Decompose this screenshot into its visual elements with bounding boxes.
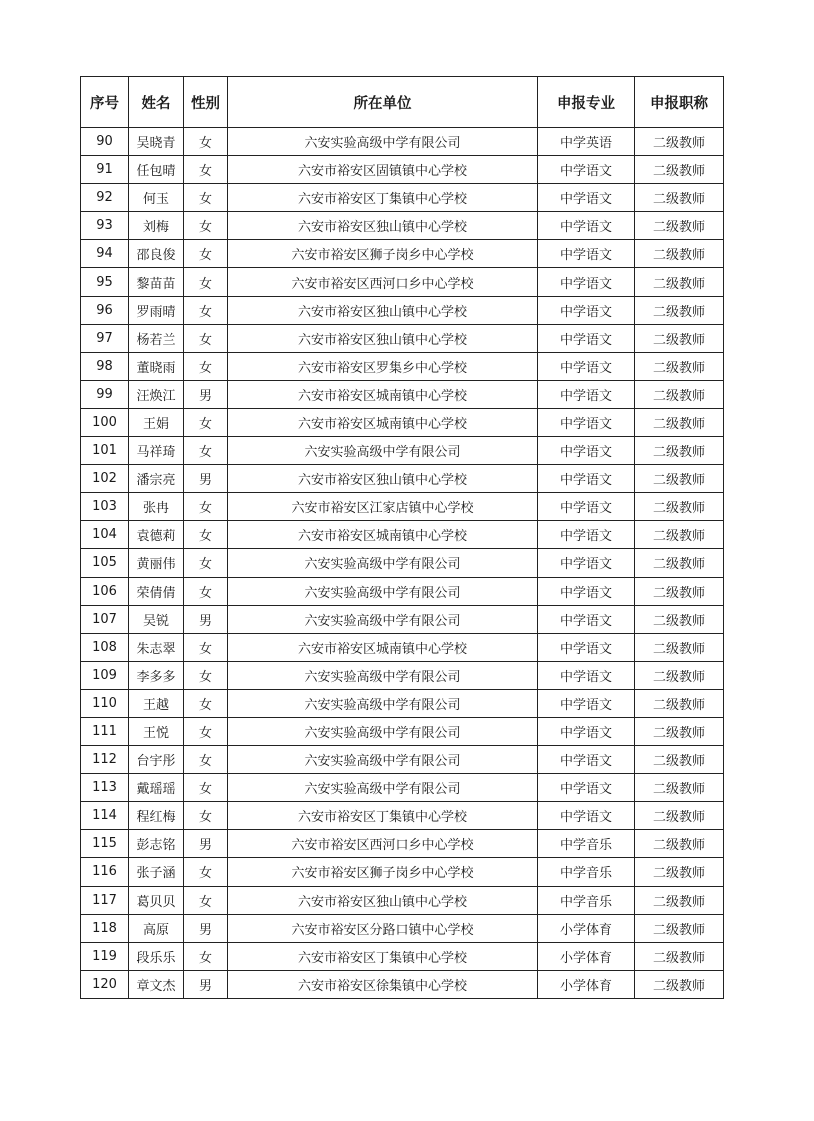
cell-title: 二级教师 [635,661,724,689]
cell-gender: 女 [184,577,228,605]
cell-gender: 女 [184,240,228,268]
cell-title: 二级教师 [635,408,724,436]
cell-name: 葛贝贝 [129,886,184,914]
cell-name: 董晓雨 [129,352,184,380]
header-gender: 性别 [184,77,228,128]
cell-unit: 六安市裕安区狮子岗乡中心学校 [228,240,538,268]
table-row [81,128,724,156]
table-row [81,774,724,802]
table-row [81,914,724,942]
table-row [81,324,724,352]
cell-unit: 六安实验高级中学有限公司 [228,661,538,689]
cell-name: 汪焕江 [129,380,184,408]
cell-name: 李多多 [129,661,184,689]
table-row [81,352,724,380]
cell-unit: 六安市裕安区固镇镇中心学校 [228,156,538,184]
cell-major: 中学音乐 [538,886,635,914]
cell-seq: 114 [81,802,129,830]
cell-unit: 六安市裕安区城南镇中心学校 [228,633,538,661]
cell-title: 二级教师 [635,240,724,268]
cell-name: 章文杰 [129,970,184,998]
header-name: 姓名 [129,77,184,128]
cell-gender: 女 [184,212,228,240]
cell-major: 中学语文 [538,689,635,717]
cell-major: 中学语文 [538,324,635,352]
cell-title: 二级教师 [635,886,724,914]
cell-seq: 115 [81,830,129,858]
cell-seq: 96 [81,296,129,324]
cell-unit: 六安实验高级中学有限公司 [228,774,538,802]
cell-unit: 六安市裕安区城南镇中心学校 [228,408,538,436]
cell-unit: 六安市裕安区西河口乡中心学校 [228,268,538,296]
cell-seq: 95 [81,268,129,296]
cell-gender: 女 [184,156,228,184]
header-major: 申报专业 [538,77,635,128]
cell-title: 二级教师 [635,577,724,605]
table-row [81,380,724,408]
cell-major: 中学音乐 [538,830,635,858]
cell-gender: 女 [184,661,228,689]
table-row [81,633,724,661]
cell-title: 二级教师 [635,324,724,352]
cell-major: 小学体育 [538,942,635,970]
cell-name: 王悦 [129,717,184,745]
cell-major: 中学语文 [538,774,635,802]
table-row [81,549,724,577]
cell-gender: 女 [184,746,228,774]
cell-unit: 六安市裕安区狮子岗乡中心学校 [228,858,538,886]
cell-title: 二级教师 [635,605,724,633]
cell-major: 中学语文 [538,802,635,830]
cell-gender: 女 [184,858,228,886]
cell-seq: 118 [81,914,129,942]
cell-unit: 六安市裕安区丁集镇中心学校 [228,942,538,970]
cell-title: 二级教师 [635,521,724,549]
table-row [81,268,724,296]
table-header-row [81,77,724,128]
cell-title: 二级教师 [635,802,724,830]
cell-title: 二级教师 [635,268,724,296]
cell-name: 荣倩倩 [129,577,184,605]
cell-major: 中学语文 [538,493,635,521]
cell-name: 黎苗苗 [129,268,184,296]
cell-name: 段乐乐 [129,942,184,970]
cell-seq: 110 [81,689,129,717]
table-row [81,605,724,633]
cell-major: 中学语文 [538,465,635,493]
cell-major: 中学语文 [538,521,635,549]
cell-gender: 女 [184,352,228,380]
cell-gender: 男 [184,380,228,408]
cell-unit: 六安实验高级中学有限公司 [228,549,538,577]
cell-gender: 女 [184,493,228,521]
table-row [81,577,724,605]
cell-seq: 111 [81,717,129,745]
cell-title: 二级教师 [635,437,724,465]
cell-title: 二级教师 [635,212,724,240]
cell-gender: 女 [184,549,228,577]
cell-title: 二级教师 [635,689,724,717]
table-row [81,296,724,324]
table-row [81,942,724,970]
cell-seq: 112 [81,746,129,774]
cell-unit: 六安市裕安区丁集镇中心学校 [228,184,538,212]
cell-name: 黄丽伟 [129,549,184,577]
cell-major: 中学语文 [538,380,635,408]
cell-name: 马祥琦 [129,437,184,465]
cell-title: 二级教师 [635,830,724,858]
table-row [81,746,724,774]
cell-major: 小学体育 [538,970,635,998]
cell-title: 二级教师 [635,858,724,886]
cell-seq: 102 [81,465,129,493]
cell-seq: 91 [81,156,129,184]
table-row [81,661,724,689]
cell-unit: 六安市裕安区西河口乡中心学校 [228,830,538,858]
table-row [81,212,724,240]
table-row [81,156,724,184]
cell-gender: 男 [184,970,228,998]
cell-title: 二级教师 [635,465,724,493]
cell-major: 中学语文 [538,746,635,774]
cell-unit: 六安市裕安区独山镇中心学校 [228,324,538,352]
cell-major: 中学语文 [538,212,635,240]
cell-gender: 男 [184,830,228,858]
cell-major: 中学英语 [538,128,635,156]
cell-seq: 116 [81,858,129,886]
cell-title: 二级教师 [635,493,724,521]
cell-major: 中学语文 [538,240,635,268]
cell-seq: 98 [81,352,129,380]
header-unit: 所在单位 [228,77,538,128]
cell-seq: 106 [81,577,129,605]
cell-name: 张冉 [129,493,184,521]
cell-unit: 六安市裕安区独山镇中心学校 [228,212,538,240]
cell-unit: 六安市裕安区城南镇中心学校 [228,521,538,549]
cell-title: 二级教师 [635,128,724,156]
cell-name: 高原 [129,914,184,942]
table-row [81,802,724,830]
cell-title: 二级教师 [635,914,724,942]
cell-unit: 六安实验高级中学有限公司 [228,689,538,717]
table-row [81,717,724,745]
cell-gender: 女 [184,942,228,970]
cell-gender: 男 [184,605,228,633]
cell-name: 彭志铭 [129,830,184,858]
table-row [81,970,724,998]
cell-name: 刘梅 [129,212,184,240]
table-row [81,184,724,212]
cell-seq: 94 [81,240,129,268]
cell-name: 朱志翠 [129,633,184,661]
cell-title: 二级教师 [635,970,724,998]
cell-major: 中学语文 [538,661,635,689]
cell-unit: 六安市裕安区城南镇中心学校 [228,380,538,408]
cell-title: 二级教师 [635,774,724,802]
cell-unit: 六安实验高级中学有限公司 [228,717,538,745]
cell-name: 杨若兰 [129,324,184,352]
table-row [81,240,724,268]
cell-unit: 六安市裕安区独山镇中心学校 [228,465,538,493]
cell-seq: 119 [81,942,129,970]
cell-unit: 六安实验高级中学有限公司 [228,605,538,633]
cell-unit: 六安实验高级中学有限公司 [228,746,538,774]
cell-title: 二级教师 [635,352,724,380]
cell-name: 袁德莉 [129,521,184,549]
cell-seq: 93 [81,212,129,240]
cell-seq: 103 [81,493,129,521]
cell-seq: 108 [81,633,129,661]
cell-unit: 六安市裕安区丁集镇中心学校 [228,802,538,830]
cell-name: 罗雨晴 [129,296,184,324]
cell-name: 台宇彤 [129,746,184,774]
cell-unit: 六安市裕安区徐集镇中心学校 [228,970,538,998]
cell-unit: 六安市裕安区罗集乡中心学校 [228,352,538,380]
cell-title: 二级教师 [635,633,724,661]
table-row [81,493,724,521]
cell-seq: 99 [81,380,129,408]
cell-seq: 101 [81,437,129,465]
cell-major: 中学语文 [538,605,635,633]
cell-title: 二级教师 [635,549,724,577]
cell-major: 中学语文 [538,633,635,661]
table-row [81,437,724,465]
cell-title: 二级教师 [635,942,724,970]
cell-gender: 女 [184,296,228,324]
cell-major: 中学语文 [538,577,635,605]
cell-major: 中学语文 [538,717,635,745]
cell-gender: 女 [184,774,228,802]
cell-title: 二级教师 [635,717,724,745]
cell-major: 中学音乐 [538,858,635,886]
cell-seq: 113 [81,774,129,802]
cell-major: 小学体育 [538,914,635,942]
cell-seq: 104 [81,521,129,549]
cell-seq: 92 [81,184,129,212]
cell-name: 程红梅 [129,802,184,830]
cell-gender: 女 [184,802,228,830]
table-row [81,408,724,436]
cell-unit: 六安市裕安区独山镇中心学校 [228,886,538,914]
cell-gender: 女 [184,521,228,549]
cell-name: 何玉 [129,184,184,212]
table-row [81,465,724,493]
roster-table [80,76,724,999]
cell-unit: 六安市裕安区分路口镇中心学校 [228,914,538,942]
cell-seq: 90 [81,128,129,156]
cell-gender: 女 [184,324,228,352]
cell-name: 王娟 [129,408,184,436]
cell-title: 二级教师 [635,380,724,408]
table-row [81,858,724,886]
cell-name: 任包晴 [129,156,184,184]
header-title: 申报职称 [635,77,724,128]
cell-seq: 117 [81,886,129,914]
cell-title: 二级教师 [635,156,724,184]
cell-title: 二级教师 [635,296,724,324]
cell-gender: 男 [184,914,228,942]
cell-gender: 女 [184,717,228,745]
cell-title: 二级教师 [635,184,724,212]
cell-seq: 109 [81,661,129,689]
cell-title: 二级教师 [635,746,724,774]
cell-name: 张子涵 [129,858,184,886]
cell-gender: 女 [184,437,228,465]
cell-unit: 六安实验高级中学有限公司 [228,437,538,465]
table-body [81,128,724,999]
cell-major: 中学语文 [538,156,635,184]
cell-name: 吴晓青 [129,128,184,156]
cell-major: 中学语文 [538,296,635,324]
cell-unit: 六安市裕安区独山镇中心学校 [228,296,538,324]
cell-seq: 107 [81,605,129,633]
header-seq: 序号 [81,77,129,128]
cell-seq: 105 [81,549,129,577]
cell-major: 中学语文 [538,437,635,465]
cell-major: 中学语文 [538,268,635,296]
table-row [81,830,724,858]
cell-seq: 100 [81,408,129,436]
cell-name: 吴锐 [129,605,184,633]
cell-gender: 女 [184,128,228,156]
cell-gender: 女 [184,633,228,661]
cell-unit: 六安实验高级中学有限公司 [228,577,538,605]
cell-major: 中学语文 [538,184,635,212]
cell-name: 邵良俊 [129,240,184,268]
cell-major: 中学语文 [538,352,635,380]
cell-seq: 120 [81,970,129,998]
cell-name: 潘宗亮 [129,465,184,493]
cell-unit: 六安市裕安区江家店镇中心学校 [228,493,538,521]
cell-gender: 女 [184,408,228,436]
cell-name: 戴瑶瑶 [129,774,184,802]
cell-gender: 女 [184,184,228,212]
cell-gender: 男 [184,465,228,493]
cell-seq: 97 [81,324,129,352]
cell-major: 中学语文 [538,549,635,577]
cell-gender: 女 [184,689,228,717]
table-row [81,689,724,717]
table-row [81,521,724,549]
cell-gender: 女 [184,886,228,914]
table-row [81,886,724,914]
cell-name: 王越 [129,689,184,717]
cell-unit: 六安实验高级中学有限公司 [228,128,538,156]
cell-gender: 女 [184,268,228,296]
cell-major: 中学语文 [538,408,635,436]
